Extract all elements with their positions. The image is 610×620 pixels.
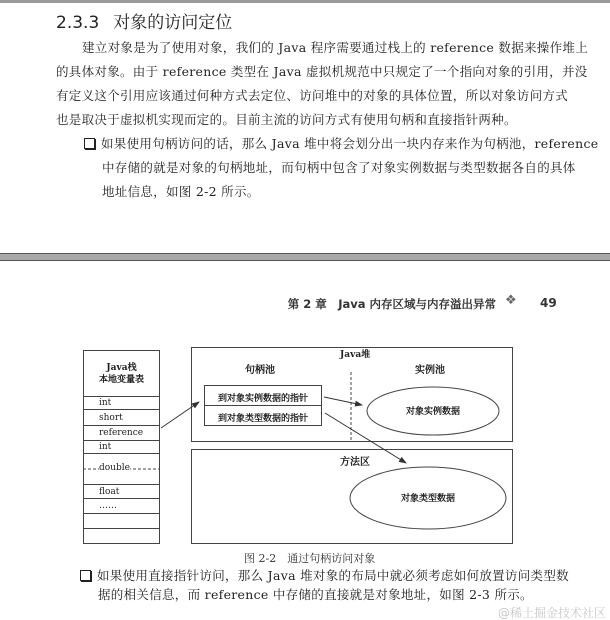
instance-pool-label: 实例池 xyxy=(415,365,445,376)
stack-row: reference xyxy=(83,425,160,440)
bullet-line: 如果使用句柄访问的话，那么 Java 堆中将会划分出一块内存来作为句柄池，reference xyxy=(101,136,599,151)
bullet-line: 地址信息，如图 2-2 所示。 xyxy=(102,184,260,199)
paragraph-line: 的具体对象。由于 reference 类型在 Java 虚拟机规范中只规定了一个指向对象的引用，并没 xyxy=(56,64,588,79)
pointer-label: 到对象实例数据的指针 xyxy=(217,394,308,404)
pointer-label: 到对象类型数据的指针 xyxy=(217,414,308,424)
paragraph-line: 建立对象是为了使用对象，我们的 Java 程序需要通过栈上的 reference 数据来操作堆上 xyxy=(82,40,588,55)
instance-pointer-arrow xyxy=(324,397,362,405)
section-number: 2.3.3 xyxy=(56,13,100,33)
page-number: 49 xyxy=(540,296,557,310)
method-area-label: 方法区 xyxy=(340,457,370,468)
type-data-label: 对象类型数据 xyxy=(400,494,455,504)
bullet-line: 中存储的就是对象的句柄地址，而句柄中包含了对象实例数据与类型数据各自的具体 xyxy=(102,160,576,175)
stack-row-label: double xyxy=(99,463,130,473)
java-heap-label: Java堆 xyxy=(340,350,371,360)
checkbox-bullet-icon xyxy=(80,570,91,581)
bullet-line: 如果使用直接指针访问，那么 Java 堆对象的布局中就必须考虑如何放置访问类型数 xyxy=(97,568,569,583)
stack-row: …… xyxy=(83,498,160,513)
handle-pool-label: 句柄池 xyxy=(245,365,275,376)
stack-row: int xyxy=(83,440,160,453)
bullet-direct-pointer xyxy=(80,566,569,604)
section-title: 对象的访问定位 xyxy=(113,13,233,33)
figure-caption: 图 2-2 通过句柄访问对象 xyxy=(244,552,376,565)
running-head: 第 2 章 Java 内存区域与内存溢出异常 xyxy=(287,297,496,311)
watermark: @稀土掘金技术社区 xyxy=(497,606,606,620)
instance-data-label: 对象实例数据 xyxy=(405,407,460,417)
stack-title-line: Java栈 xyxy=(106,363,137,373)
stack-row: float xyxy=(83,484,160,498)
bullet-line: 据的相关信息，而 reference 中存储的直接就是对象地址，如图 2-3 所示。 xyxy=(98,587,533,602)
ornament-icon: ❖ xyxy=(505,293,517,308)
type-pointer-arrow xyxy=(325,413,406,463)
paragraph-line: 有定义这个引用应该通过何种方式去定位、访问堆中的对象的具体位置，所以对象访问方式 xyxy=(56,88,569,103)
stack-row: int xyxy=(83,396,160,409)
reference-arrow xyxy=(161,402,199,428)
paragraph-line: 也是取决于虚拟机实现而定的。目前主流的访问方式有使用句柄和直接指针两种。 xyxy=(56,112,517,127)
stack-title-line: 本地变量表 xyxy=(98,375,144,385)
stack-row: short xyxy=(83,409,160,425)
